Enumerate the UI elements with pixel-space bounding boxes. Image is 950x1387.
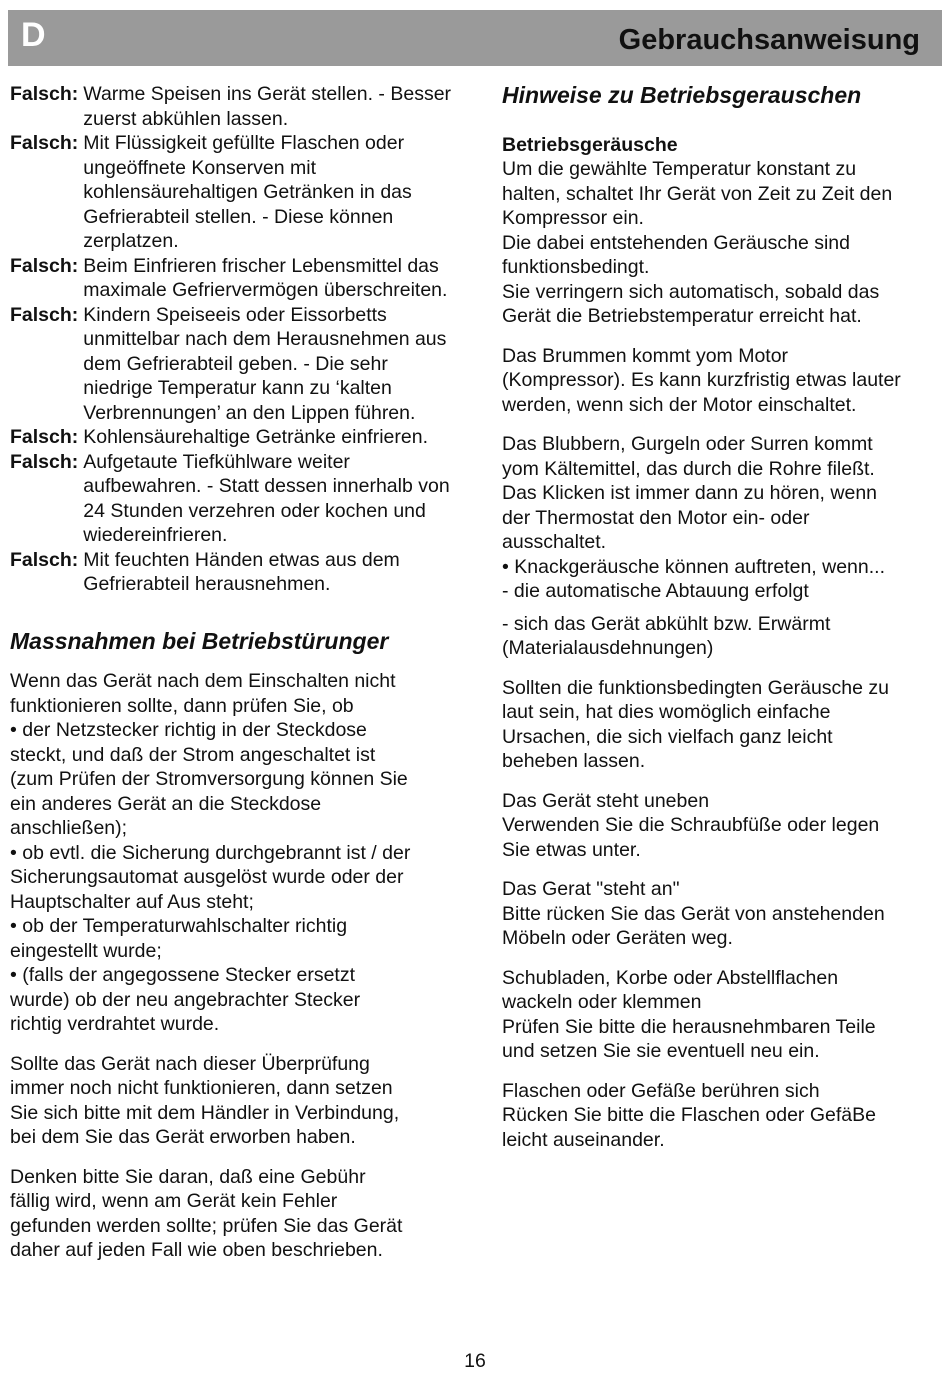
text-line: ein anderes Gerät an die Steckdose: [10, 792, 322, 815]
text-line: Wenn das Gerät nach dem Einschalten nicht: [10, 670, 396, 692]
text-line: (Materialausdehnungen): [502, 637, 714, 659]
text-line: Das Brummen kommt yom Motor: [502, 344, 789, 367]
text-line: yom Kältemittel, das durch die Rohre fileßt.: [502, 457, 875, 480]
check-paragraph: [10, 669, 455, 1037]
text-line: eingestellt wurde;: [10, 939, 162, 962]
falsch-label: Falsch:: [10, 254, 79, 277]
text-line: immer noch nicht funktionieren, dann setzen: [10, 1077, 393, 1099]
text-line: werden, wenn sich der Motor einschaltet.: [502, 393, 857, 416]
text-line: wurde) ob der neu angebrachter Stecker: [10, 988, 361, 1011]
text-line: halten, schaltet Ihr Gerät von Zeit zu Zeit den: [502, 182, 893, 205]
noise-paragraph: [502, 877, 942, 951]
text-line: Sollte das Gerät nach dieser Überprüfung: [10, 1052, 370, 1075]
text-line: Prüfen Sie bitte die herausnehmbaren Teile: [502, 1015, 876, 1038]
left-column: [10, 82, 455, 1278]
text-line: Verwenden Sie die Schraubfüße oder legen: [502, 814, 880, 836]
text-line: Die dabei entstehenden Geräusche sind: [502, 231, 850, 254]
noise-paragraph: [502, 789, 942, 863]
text-line: fällig wird, wenn am Gerät kein Fehler: [10, 1190, 338, 1212]
section-title-noises: Hinweise zu Betriebsgerauschen: [502, 82, 862, 108]
language-marker: D: [21, 16, 46, 54]
falsch-item: [10, 450, 455, 548]
text-line: Sie etwas unter.: [502, 838, 641, 861]
text-line: Sicherungsautomat ausgelöst wurde oder der: [10, 866, 404, 888]
text-line: Gerät die Betriebstemperatur erreicht hat.: [502, 305, 862, 327]
text-line: Um die gewählte Temperatur konstant zu: [502, 158, 857, 180]
text-line: anschließen);: [10, 817, 128, 839]
text-line: Sie verringern sich automatisch, sobald das: [502, 280, 880, 303]
text-line: • (falls der angegossene Stecker ersetzt: [10, 964, 356, 986]
right-column: [502, 82, 942, 1167]
text-line: Rücken Sie bitte die Flaschen oder GefäBe: [502, 1104, 876, 1126]
text-line: Möbeln oder Geräten weg.: [502, 927, 733, 949]
text-line: funktionsbedingt.: [502, 256, 650, 278]
text-line: • Knackgeräusche können auftreten, wenn...: [502, 555, 885, 578]
noise-paragraph: [502, 966, 942, 1064]
text-line: und setzen Sie sie eventuell neu ein.: [502, 1040, 820, 1062]
text-line: (Kompressor). Es kann kurzfristig etwas lauter: [502, 369, 901, 391]
falsch-item: [10, 425, 455, 450]
noise-paragraph: [502, 157, 942, 329]
falsch-label: Falsch:: [10, 426, 79, 448]
text-line: - die automatische Abtauung erfolgt: [502, 580, 809, 602]
text-line: beheben lassen.: [502, 750, 646, 772]
falsch-text: Kohlensäurehaltige Getränke einfrieren.: [83, 426, 428, 448]
page-number: 16: [464, 1350, 486, 1372]
text-line: Ursachen, die sich vielfach ganz leicht: [502, 725, 833, 748]
falsch-text: Mit feuchten Händen etwas aus dem Gefrierabteil herausnehmen.: [83, 548, 400, 595]
text-line: bei dem Sie das Gerät erworben haben.: [10, 1126, 356, 1148]
falsch-item: [10, 548, 455, 597]
text-line: Das Klicken ist immer dann zu hören, wenn: [502, 482, 878, 504]
falsch-text: Aufgetaute Tiefkühlware weiter aufbewahren. - Statt dessen innerhalb von 24 Stunden verzehren oder kochen und wiedereinfrieren.: [83, 450, 450, 546]
noise-paragraph: [502, 432, 942, 604]
text-line: Flaschen oder Gefäße berühren sich: [502, 1079, 820, 1102]
noise-paragraph: [502, 676, 942, 774]
text-line: steckt, und daß der Strom angeschaltet ist: [10, 743, 376, 766]
text-line: laut sein, hat dies womöglich einfache: [502, 701, 831, 723]
text-line: Das Gerät steht uneben: [502, 789, 710, 812]
falsch-item: [10, 131, 455, 254]
noise-paragraph: [502, 344, 942, 418]
text-line: der Thermostat den Motor ein- oder: [502, 506, 810, 529]
text-line: Kompressor ein.: [502, 207, 644, 229]
noise-paragraph: [502, 612, 942, 661]
header-title: Gebrauchsanweisung: [618, 24, 920, 56]
falsch-text: Warme Speisen ins Gerät stellen. - Besser zuerst abkühlen lassen.: [83, 83, 452, 130]
text-line: (zum Prüfen der Stromversorgung können Sie: [10, 768, 408, 790]
text-line: • ob evtl. die Sicherung durchgebrannt ist / der: [10, 841, 411, 864]
noise-paragraph: [502, 1079, 942, 1153]
text-line: Bitte rücken Sie das Gerät von anstehenden: [502, 902, 885, 925]
text-line: ausschaltet.: [502, 531, 607, 553]
text-line: richtig verdrahtet wurde.: [10, 1013, 220, 1035]
page-header: [8, 10, 942, 66]
text-line: Sie sich bitte mit dem Händler in Verbindung,: [10, 1101, 400, 1124]
text-line: daher auf jeden Fall wie oben beschrieben.: [10, 1239, 383, 1261]
falsch-list: [10, 82, 455, 597]
text-line: Denken bitte Sie daran, daß eine Gebühr: [10, 1165, 366, 1188]
text-line: • ob der Temperaturwahlschalter richtig: [10, 915, 348, 937]
text-line: leicht auseinander.: [502, 1128, 665, 1151]
text-line: Das Gerat "steht an": [502, 878, 680, 900]
text-line: funktionieren sollte, dann prüfen Sie, ob: [10, 694, 354, 717]
subheading-operating-noises: Betriebsgeräusche: [502, 133, 678, 156]
text-line: Das Blubbern, Gurgeln oder Surren kommt: [502, 433, 873, 455]
falsch-text: Beim Einfrieren frischer Lebensmittel das maximale Gefriervermögen überschreiten.: [83, 254, 448, 301]
falsch-label: Falsch:: [10, 548, 79, 571]
text-line: Hauptschalter auf Aus steht;: [10, 890, 254, 913]
section-title-troubleshooting: Massnahmen bei Betriebstürunger: [10, 627, 389, 654]
text-line: wackeln oder klemmen: [502, 991, 702, 1013]
dealer-paragraph: [10, 1052, 455, 1150]
text-line: Sollten die funktionsbedingten Geräusche zu: [502, 676, 890, 699]
falsch-item: [10, 82, 455, 131]
text-line: • der Netzstecker richtig in der Steckdose: [10, 719, 367, 741]
text-line: - sich das Gerät abkühlt bzw. Erwärmt: [502, 612, 831, 635]
falsch-label: Falsch:: [10, 450, 79, 473]
falsch-label: Falsch:: [10, 303, 79, 326]
text-line: gefunden werden sollte; prüfen Sie das Gerät: [10, 1214, 403, 1237]
falsch-item: [10, 254, 455, 303]
falsch-label: Falsch:: [10, 132, 79, 154]
fee-paragraph: [10, 1165, 455, 1263]
falsch-item: [10, 303, 455, 426]
falsch-text: Kindern Speiseeis oder Eissorbetts unmittelbar nach dem Herausnehmen aus dem Gefrierabteil geben. - Die sehr niedrige Temperatur kann zu ‘kalten Verbrennungen’ an den Lippen führen.: [83, 303, 447, 424]
text-line: Schubladen, Korbe oder Abstellflachen: [502, 966, 839, 989]
falsch-text: Mit Flüssigkeit gefüllte Flaschen oder ungeöffnete Konserven mit kohlensäurehaltigen Getränken in das Gefrierabteil stellen. - Diese können zerplatzen.: [83, 132, 412, 252]
falsch-label: Falsch:: [10, 83, 79, 105]
